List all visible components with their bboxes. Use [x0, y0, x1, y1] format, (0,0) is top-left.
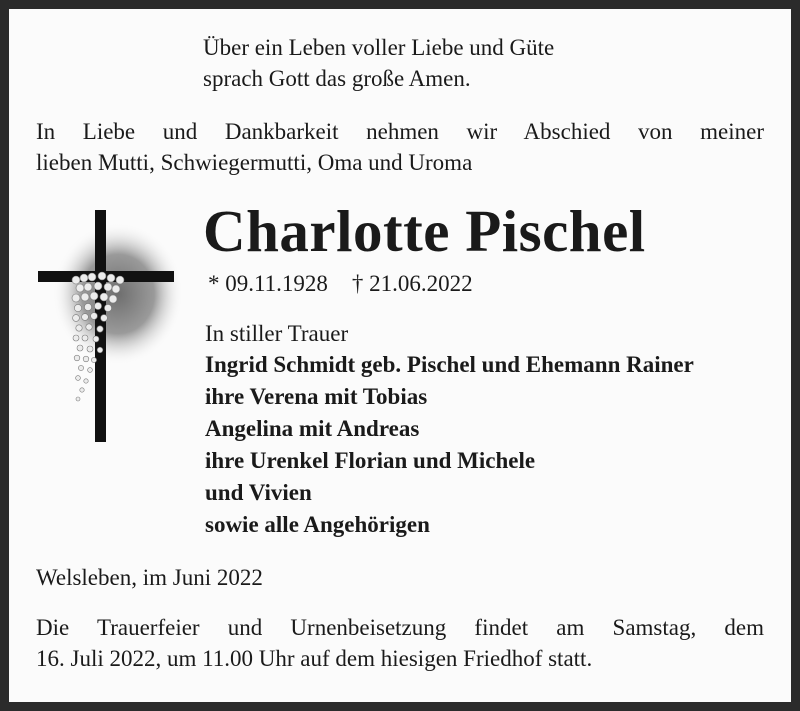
service-line-1: Die Trauerfeier und Urnenbeisetzung findet am Samstag, dem	[36, 615, 764, 640]
birth-date: * 09.11.1928	[208, 271, 328, 296]
intro-line-1: In Liebe und Dankbarkeit nehmen wir Abschied von meiner	[36, 119, 764, 144]
deceased-name: Charlotte Pischel	[203, 198, 646, 264]
mourner-line: und Vivien	[205, 480, 312, 505]
intro-text	[36, 116, 764, 178]
motto	[203, 32, 554, 94]
mourner-line: sowie alle Angehörigen	[205, 512, 430, 537]
mourning-heading: In stiller Trauer	[205, 321, 349, 346]
service-notice	[36, 612, 764, 674]
motto-line-2: sprach Gott das große Amen.	[203, 66, 471, 91]
motto-line-1: Über ein Leben voller Liebe und Güte	[203, 35, 555, 60]
cross-with-flowers-icon	[36, 208, 186, 444]
mourner-line: Ingrid Schmidt geb. Pischel und Ehemann Rainer	[205, 352, 694, 377]
mourner-line: ihre Verena mit Tobias	[205, 384, 428, 409]
service-line-2: 16. Juli 2022, um 11.00 Uhr auf dem hiesigen Friedhof statt.	[36, 646, 593, 671]
place-and-date: Welsleben, im Juni 2022	[36, 565, 263, 590]
intro-line-2: lieben Mutti, Schwiegermutti, Oma und Uroma	[36, 150, 473, 175]
death-date: † 21.06.2022	[351, 271, 473, 296]
mourner-line: ihre Urenkel Florian und Michele	[205, 448, 536, 473]
life-dates	[208, 268, 473, 299]
mourner-line: Angelina mit Andreas	[205, 416, 420, 441]
mourners-list	[205, 349, 694, 541]
